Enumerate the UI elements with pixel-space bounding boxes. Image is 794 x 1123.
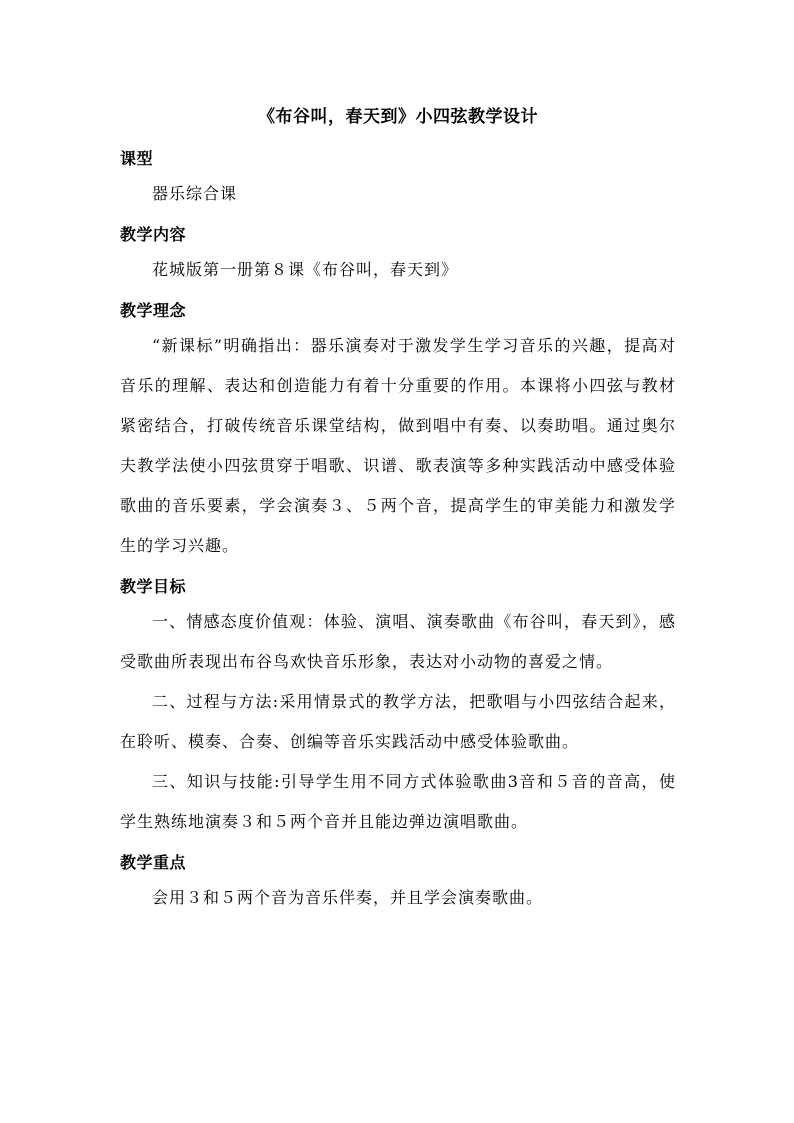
section-teaching-objectives [120, 572, 676, 842]
section-heading: 教学内容 [120, 225, 187, 244]
objective-paragraph: 一、情感态度价值观：体验、演唱、演奏歌曲《布谷叫，春天到》，感受歌曲所表现出布谷鸟欢快音乐形象，表达对小动物的喜爱之情。 [120, 612, 676, 671]
section-heading: 教学重点 [120, 853, 187, 872]
document-page [120, 102, 676, 924]
section-paragraph: 器乐综合课 [152, 184, 238, 203]
section-teaching-philosophy [120, 296, 676, 566]
section-paragraph: 会用３和５两个音为音乐伴奏，并且学会演奏歌曲。 [152, 888, 544, 907]
section-heading: 课型 [120, 149, 154, 168]
section-paragraph: 花城版第一册第８课《布谷叫，春天到》 [152, 260, 459, 279]
objective-paragraph: 三、知识与技能:引导学生用不同方式体验歌曲3音和５音的音高，使学生熟练地演奏３和５两个音并且能边弹边演唱歌曲。 [120, 772, 676, 831]
section-heading: 教学理念 [120, 301, 187, 320]
section-teaching-content [120, 220, 676, 290]
section-lesson-type [120, 144, 676, 214]
section-heading: 教学目标 [120, 577, 187, 596]
section-teaching-key-points [120, 848, 676, 918]
objective-paragraph: 二、过程与方法:采用情景式的教学方法，把歌唱与小四弦结合起来，在聆听、模奏、合奏、创编等音乐实践活动中感受体验歌曲。 [120, 692, 676, 751]
section-paragraph: “新课标”明确指出：器乐演奏对于激发学生学习音乐的兴趣，提高对音乐的理解、表达和创造能力有着十分重要的作用。本课将小四弦与教材紧密结合，打破传统音乐课堂结构，做到唱中有奏、以奏助唱。通过奥尔夫教学法使小四弦贯穿于唱歌、识谱、歌表演等多种实践活动中感受体验歌曲的音乐要素，学会演奏３、５两个音，提高学生的审美能力和激发学生的学习兴趣。 [120, 336, 676, 555]
document-title: 《布谷叫，春天到》小四弦教学设计 [258, 107, 538, 127]
